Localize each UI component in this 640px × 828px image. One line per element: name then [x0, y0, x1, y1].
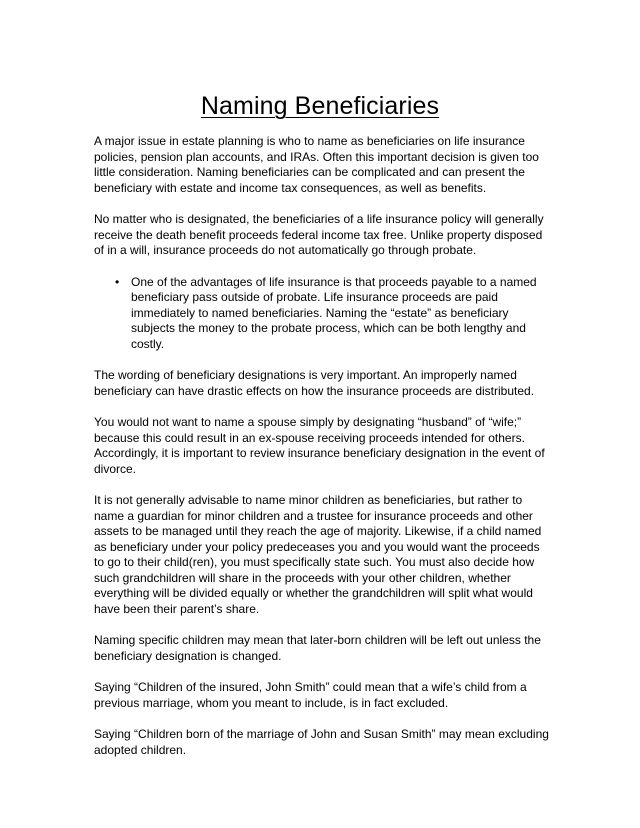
- document-body: [94, 134, 550, 774]
- paragraph-specific-children: Naming specific children may mean that later-born children will be left out unless the beneficiary designation is changed.: [94, 633, 541, 663]
- paragraph-spouse: You would not want to name a spouse simply by designating “husband” of “wife;” because this could result in an ex-spouse receiving proceeds intended for others. Accordingly, it is important to review insurance beneficiary designation in the event of divorce.: [94, 415, 545, 476]
- paragraph-minor-children: It is not generally advisable to name minor children as beneficiaries, but rather to name a guardian for minor children and a trustee for insurance proceeds and other assets to be managed until they reach the age of majority. Likewise, if a child named as beneficiary under your policy predeceases you and you would want the proceeds to go to their child(ren), you must specifically state such. You must also decide how such grandchildren will share in the proceeds with your other children, whether everything will be divided equally or whether the grandchildren will split what would have been their parent’s share.: [94, 493, 542, 616]
- bullet-item: [115, 274, 550, 353]
- paragraph-children-of-marriage: Saying “Children born of the marriage of John and Susan Smith” may mean excluding adopted children.: [94, 727, 549, 757]
- bullet-list: [94, 275, 550, 353]
- bullet-text: One of the advantages of life insurance is that proceeds payable to a named beneficiary pass outside of probate. Life insurance proceeds are paid immediately to named beneficiaries. Naming the “estate” as beneficiary subjects the money to the probate process, which can be both lengthy and costly.: [131, 274, 537, 351]
- bullet-icon: •: [115, 274, 120, 289]
- paragraph-tax-free: No matter who is designated, the beneficiaries of a life insurance policy will generally receive the death benefit proceeds federal income tax free. Unlike property disposed of in a will, insurance proceeds do not automatically go through probate.: [94, 212, 544, 257]
- paragraph-intro: A major issue in estate planning is who to name as beneficiaries on life insurance policies, pension plan accounts, and IRAs. Often this important decision is given too little consideration. Naming beneficiaries can be complicated and can present the beneficiary with estate and income tax consequences, as well as benefits.: [94, 134, 539, 195]
- page-title: Naming Beneficiaries: [200, 92, 440, 120]
- paragraph-wording: The wording of beneficiary designations is very important. An improperly named beneficiary can have drastic effects on how the insurance proceeds are distributed.: [94, 368, 535, 398]
- paragraph-children-of-insured: Saying “Children of the insured, John Smith” could mean that a wife’s child from a previous marriage, whom you meant to include, is in fact excluded.: [94, 680, 527, 710]
